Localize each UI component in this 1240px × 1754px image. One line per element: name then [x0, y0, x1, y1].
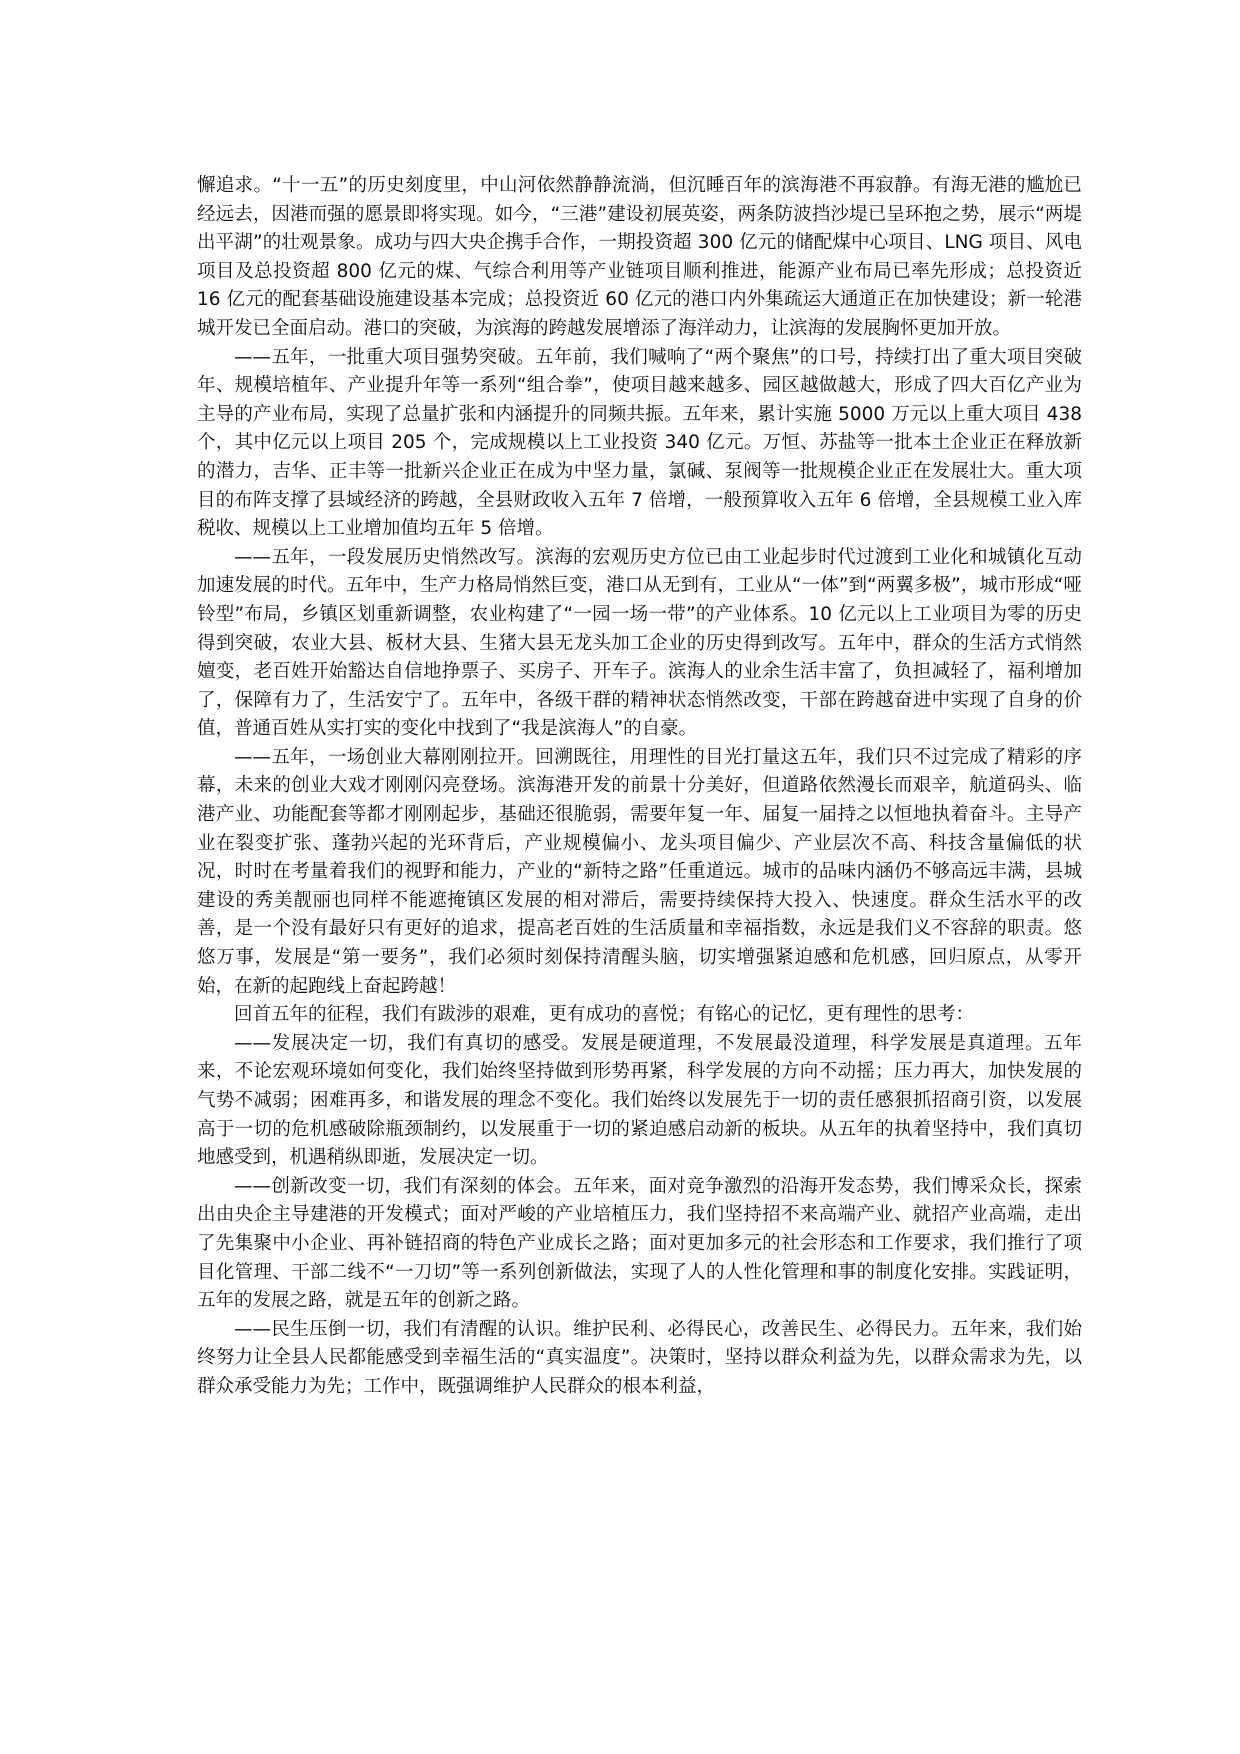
paragraph-major-projects: ——五年，一批重大项目强势突破。五年前，我们喊响了“两个聚焦”的口号，持续打出了重大项目突破年、规模培植年、产业提升年等一系列“组合拳”，使项目越来越多、园区越做越大，形成了四大百亿产业为主导的产业布局，实现了总量扩张和内涵提升的同频共振。五年来，累计实施 5000 万元以上重大项目 438 个，其中亿元以上项目 205 个，完成规模以上工业投资 340 亿元。万恒、苏盐等一批本土企业正在释放新的潜力，吉华、正丰等一批新兴企业正在成为中坚力量，氯碱、泵阀等一批规模企业正在发展壮大。重大项目的布阵支撑了县域经济的跨越，全县财政收入五年 7 倍增，一般预算收入五年 6 倍增，全县规模工业入库税收、规模以上工业增加值均五年 5 倍增。 [197, 346, 1082, 540]
paragraph-new-venture: ——五年，一场创业大幕刚刚拉开。回溯既往，用理性的目光打量这五年，我们只不过完成了精彩的序幕，未来的创业大戏才刚刚闪亮登场。滨海港开发的前景十分美好，但道路依然漫长而艰辛，航道码头、临港产业、功能配套等都才刚刚起步，基础还很脆弱，需要年复一年、届复一届持之以恒地执着奋斗。主导产业在裂变扩张、蓬勃兴起的光环背后，产业规模偏小、龙头项目偏少、产业层次不高、科技含量偏低的状况，时时在考量着我们的视野和能力，产业的“新特之路”任重道远。城市的品味内涵仍不够高远丰满，县城建设的秀美靓丽也同样不能遮掩镇区发展的相对滞后，需要持续保持大投入、快速度。群众生活水平的改善，是一个没有最好只有更好的追求，提高老百姓的生活质量和幸福指数，永远是我们义不容辞的职责。悠悠万事，发展是“第一要务”，我们必须时刻保持清醒头脑，切实增强紧迫感和危机感，回归原点，从零开始，在新的起跑线上奋起跨越！ [197, 746, 1082, 997]
paragraph-history-rewritten: ——五年，一段发展历史悄然改写。滨海的宏观历史方位已由工业起步时代过渡到工业化和城镇化互动加速发展的时代。五年中，生产力格局悄然巨变，港口从无到有，工业从“一体”到“两翼多极”，城市形成“哑铃型”布局，乡镇区划重新调整，农业构建了“一园一场一带”的产业体系。10 亿元以上工业项目为零的历史得到突破，农业大县、板材大县、生猪大县无龙头加工企业的历史得到改写。五年中，群众的生活方式悄然嬗变，老百姓开始豁达自信地挣票子、买房子、开车子。滨海人的业余生活丰富了，负担减轻了，福利增加了，保障有力了，生活安宁了。五年中，各级干群的精神状态悄然改变，干部在跨越奋进中实现了自身的价值，普通百姓从实打实的变化中找到了“我是滨海人”的自豪。 [197, 546, 1082, 740]
paragraph-review-intro: 回首五年的征程，我们有跋涉的艰难，更有成功的喜悦；有铭心的记忆，更有理性的思考： [234, 1004, 975, 1026]
document-page [197, 172, 1082, 1402]
paragraph-livelihood-first: ——民生压倒一切，我们有清醒的认识。维护民利、必得民心，改善民生、必得民力。五年来，我们始终努力让全县人民都能感受到幸福生活的“真实温度”。决策时，坚持以群众利益为先，以群众需求为先，以群众承受能力为先；工作中，既强调维护人民群众的根本利益， [197, 1318, 1082, 1397]
paragraph-continuation: 懈追求。“十一五”的历史刻度里，中山河依然静静流淌，但沉睡百年的滨海港不再寂静。有海无港的尴尬已经远去，因港而强的愿景即将实现。如今，“三港”建设初展英姿，两条防波挡沙堤已呈环抱之势，展示“两堤出平湖”的壮观景象。成功与四大央企携手合作，一期投资超 300 亿元的储配煤中心项目、LNG 项目、风电项目及总投资超 800 亿元的煤、气综合利用等产业链项目顺利推进，能源产业布局已率先形成；总投资近 16 亿元的配套基础设施建设基本完成；总投资近 60 亿元的港口内外集疏运大通道正在加快建设；新一轮港城开发已全面启动。港口的突破，为滨海的跨越发展增添了海洋动力，让滨海的发展胸怀更加开放。 [197, 175, 1082, 339]
paragraph-development-decides: ——发展决定一切，我们有真切的感受。发展是硬道理，不发展最没道理，科学发展是真道理。五年来，不论宏观环境如何变化，我们始终坚持做到形势再紧，科学发展的方向不动摇；压力再大，加快发展的气势不减弱；困难再多，和谐发展的理念不变化。我们始终以发展先于一切的责任感狠抓招商引资，以发展高于一切的危机感破除瓶颈制约，以发展重于一切的紧迫感启动新的板块。从五年的执着坚持中，我们真切地感受到，机遇稍纵即逝，发展决定一切。 [197, 1032, 1082, 1169]
paragraph-innovation-changes: ——创新改变一切，我们有深刻的体会。五年来，面对竞争激烈的沿海开发态势，我们博采众长，探索出由央企主导建港的开发模式；面对严峻的产业培植压力，我们坚持招不来高端产业、就招产业高端，走出了先集聚中小企业、再补链招商的特色产业成长之路；面对更加多元的社会形态和工作要求，我们推行了项目化管理、干部二线不“一刀切”等一系列创新做法，实现了人的人性化管理和事的制度化安排。实践证明，五年的发展之路，就是五年的创新之路。 [197, 1175, 1082, 1312]
